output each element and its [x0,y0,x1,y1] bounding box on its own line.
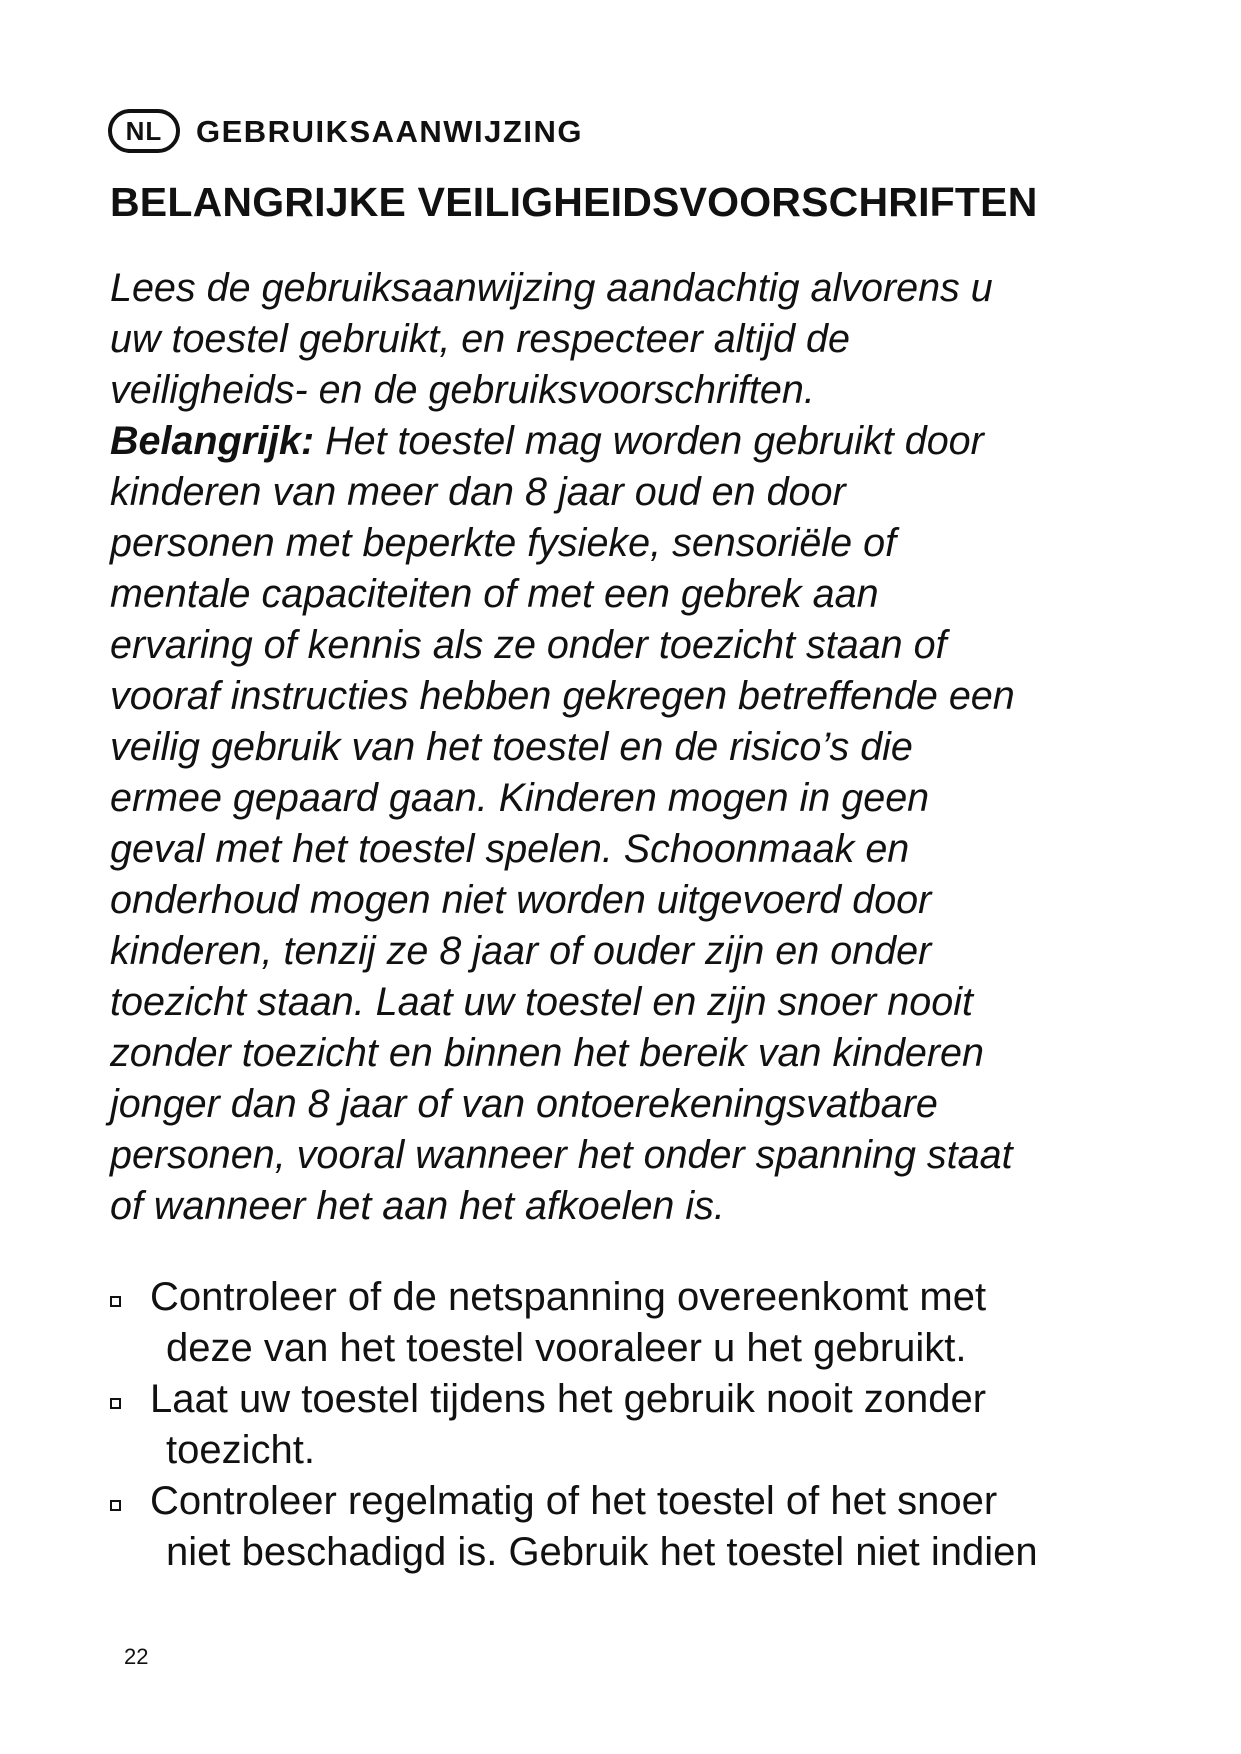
intro-line: veilig gebruik van het toestel en de risico’s die [110,725,913,769]
list-item-text: Controleer regelmatig of het toestel of het snoer [150,1479,998,1523]
intro-line: Het toestel mag worden gebruikt door [314,419,984,463]
section-title: BELANGRIJKE VEILIGHEIDSVOORSCHRIFTEN [110,179,1038,225]
checkbox-bullet-icon [110,1500,121,1511]
list-item-text: Controleer of de netspanning overeenkomt met [150,1275,987,1319]
page-header [108,104,583,158]
intro-line: mentale capaciteiten of met een gebrek aan [110,572,879,616]
manual-label: GEBRUIKSAANWIJZING [196,113,583,149]
intro-line: ervaring of kennis als ze onder toezicht staan of [110,623,947,667]
intro-line: personen, vooral wanneer het onder spanning staat [110,1133,1013,1177]
intro-line: Lees de gebruiksaanwijzing aandachtig alvorens u [110,266,993,310]
intro-line: of wanneer het aan het afkoelen is. [110,1184,725,1228]
intro-line: ermee gepaard gaan. Kinderen mogen in geen [110,776,930,820]
list-item [106,1272,1156,1374]
list-item-text: toezicht. [166,1428,315,1472]
intro-line: onderhoud mogen niet worden uitgevoerd door [110,878,932,922]
safety-instructions-list [106,1272,1156,1578]
intro-line: zonder toezicht en binnen het bereik van kinderen [110,1031,984,1075]
list-item-text: niet beschadigd is. Gebruik het toestel niet indien [166,1530,1038,1574]
list-item [106,1476,1156,1578]
language-badge [108,109,180,153]
checkbox-bullet-icon [110,1296,121,1307]
intro-line: vooraf instructies hebben gekregen betreffende een [110,674,1015,718]
list-item-text: deze van het toestel vooraleer u het gebruikt. [166,1326,967,1370]
intro-line: jonger dan 8 jaar of van ontoerekeningsvatbare [110,1082,938,1126]
intro-line: geval met het toestel spelen. Schoonmaak en [110,827,910,871]
intro-line: personen met beperkte fysieke, sensoriële of [110,521,897,565]
intro-line: toezicht staan. Laat uw toestel en zijn snoer nooit [110,980,973,1024]
page-number: 22 [124,1644,149,1669]
intro-line: kinderen van meer dan 8 jaar oud en door [110,470,846,514]
list-item [106,1374,1156,1476]
intro-paragraph [110,263,1150,1232]
intro-line: uw toestel gebruikt, en respecteer altijd de [110,317,850,361]
language-code: NL [125,116,163,146]
checkbox-bullet-icon [110,1398,121,1409]
intro-line: veiligheids- en de gebruiksvoorschriften. [110,368,815,412]
list-item-text: Laat uw toestel tijdens het gebruik nooit zonder [150,1377,987,1421]
intro-line: kinderen, tenzij ze 8 jaar of ouder zijn en onder [110,929,932,973]
important-label: Belangrijk: [110,419,315,463]
